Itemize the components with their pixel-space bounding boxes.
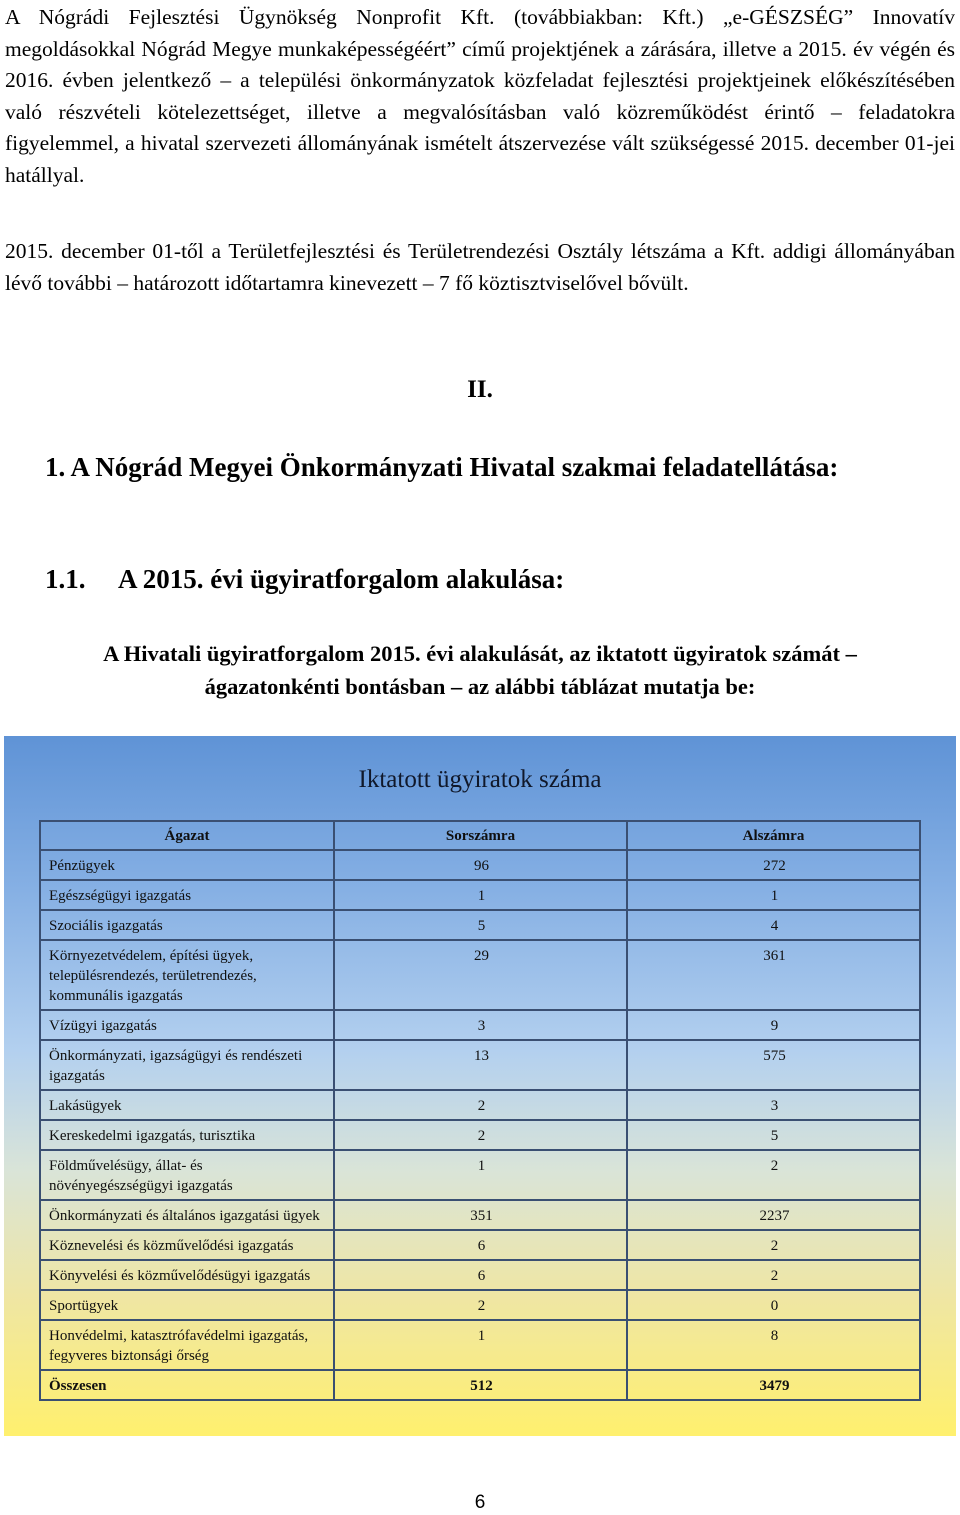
cell-main-number: 351 xyxy=(334,1200,627,1230)
cell-sub-number: 2 xyxy=(627,1230,920,1260)
heading-level-1: 1. A Nógrád Megyei Önkormányzati Hivatal szakmai feladatellátása: xyxy=(45,452,839,482)
table-row xyxy=(40,1120,920,1150)
cell-sector: Lakásügyek xyxy=(40,1090,334,1120)
cell-main-number: 6 xyxy=(334,1230,627,1260)
column-header-main-number: Sorszámra xyxy=(334,821,627,850)
cell-sector: Önkormányzati és általános igazgatási ügyek xyxy=(40,1200,334,1230)
table-total-row xyxy=(40,1370,920,1400)
cell-main-number: 2 xyxy=(334,1120,627,1150)
cell-sector: Köznevelési és közművelődési igazgatás xyxy=(40,1230,334,1260)
cell-sector: Honvédelmi, katasztrófavédelmi igazgatás, fegyveres biztonsági őrség xyxy=(40,1320,334,1370)
table-row xyxy=(40,1010,920,1040)
cell-main-number: 1 xyxy=(334,880,627,910)
registry-table xyxy=(39,820,921,1401)
cell-sector: Könyvelési és közművelődésügyi igazgatás xyxy=(40,1260,334,1290)
cell-main-number: 1 xyxy=(334,1320,627,1370)
table-row xyxy=(40,1230,920,1260)
heading-level-2-text: A 2015. évi ügyiratforgalom alakulása: xyxy=(118,564,565,594)
section-numeral: II. xyxy=(467,376,493,403)
table-intro-text: A Hivatali ügyiratforgalom 2015. évi alakulását, az iktatott ügyiratok számát – ágazatonkénti bontásban – az alábbi táblázat mutatja be: xyxy=(103,641,857,699)
table-row xyxy=(40,880,920,910)
total-cell-sector: Összesen xyxy=(40,1370,334,1400)
cell-sub-number: 9 xyxy=(627,1010,920,1040)
table-header-row xyxy=(40,821,920,850)
cell-sub-number: 272 xyxy=(627,850,920,880)
registry-table-panel xyxy=(4,736,956,1436)
cell-sector: Sportügyek xyxy=(40,1290,334,1320)
cell-sector: Földművelésügy, állat- és növényegészségügyi igazgatás xyxy=(40,1150,334,1200)
intro-paragraph-1: A Nógrádi Fejlesztési Ügynökség Nonprofit Kft. (továbbiakban: Kft.) „e-GÉSZSÉG” Innovatív megoldásokkal Nógrád Megye munkaképességéért” című projektjének a zárására, illetve a 2015. év végén és 2016. évben jelentkező – a települési önkormányzatok közfeladat fejlesztési projektjeinek előkészítésében való részvételi kötelezettséget, illetve a megvalósításban való közreműködést érintő – feladatokra figyelemmel, a hivatal szervezeti állományának ismételt átszervezése vált szükségessé 2015. december 01-jei hatállyal. xyxy=(5,5,955,187)
column-header-sub-number: Alszámra xyxy=(627,821,920,850)
cell-sub-number: 361 xyxy=(627,940,920,1010)
table-body xyxy=(40,850,920,1400)
cell-sector: Pénzügyek xyxy=(40,850,334,880)
cell-sub-number: 1 xyxy=(627,880,920,910)
cell-sub-number: 8 xyxy=(627,1320,920,1370)
table-row xyxy=(40,1040,920,1090)
cell-sub-number: 2 xyxy=(627,1260,920,1290)
table-row xyxy=(40,940,920,1010)
cell-sector: Vízügyi igazgatás xyxy=(40,1010,334,1040)
table-row xyxy=(40,1290,920,1320)
cell-sector: Önkormányzati, igazságügyi és rendészeti igazgatás xyxy=(40,1040,334,1090)
table-row xyxy=(40,910,920,940)
table-row xyxy=(40,1260,920,1290)
table-row xyxy=(40,1320,920,1370)
cell-main-number: 3 xyxy=(334,1010,627,1040)
table-row xyxy=(40,1150,920,1200)
total-cell-sub-number: 3479 xyxy=(627,1370,920,1400)
cell-sector: Kereskedelmi igazgatás, turisztika xyxy=(40,1120,334,1150)
cell-main-number: 29 xyxy=(334,940,627,1010)
column-header-sector: Ágazat xyxy=(40,821,334,850)
table-title: Iktatott ügyiratok száma xyxy=(358,766,602,793)
cell-sector: Egészségügyi igazgatás xyxy=(40,880,334,910)
cell-main-number: 2 xyxy=(334,1290,627,1320)
table-row xyxy=(40,850,920,880)
cell-main-number: 96 xyxy=(334,850,627,880)
total-cell-main-number: 512 xyxy=(334,1370,627,1400)
cell-main-number: 1 xyxy=(334,1150,627,1200)
page-number: 6 xyxy=(474,1492,486,1513)
cell-sub-number: 575 xyxy=(627,1040,920,1090)
table-row xyxy=(40,1090,920,1120)
cell-sub-number: 3 xyxy=(627,1090,920,1120)
heading-level-2 xyxy=(45,564,564,595)
cell-sub-number: 2 xyxy=(627,1150,920,1200)
cell-main-number: 5 xyxy=(334,910,627,940)
cell-main-number: 6 xyxy=(334,1260,627,1290)
cell-sector: Környezetvédelem, építési ügyek, településrendezés, területrendezés, kommunális igazgatás xyxy=(40,940,334,1010)
cell-sector: Szociális igazgatás xyxy=(40,910,334,940)
cell-sub-number: 0 xyxy=(627,1290,920,1320)
table-row xyxy=(40,1200,920,1230)
cell-main-number: 2 xyxy=(334,1090,627,1120)
heading-level-2-number: 1.1. xyxy=(45,564,86,594)
cell-main-number: 13 xyxy=(334,1040,627,1090)
cell-sub-number: 5 xyxy=(627,1120,920,1150)
cell-sub-number: 2237 xyxy=(627,1200,920,1230)
intro-paragraph-2: 2015. december 01-től a Területfejlesztési és Területrendezési Osztály létszáma a Kft. addigi állományában lévő további – határozott időtartamra kinevezett – 7 fő köztisztviselővel bővült. xyxy=(5,239,955,295)
cell-sub-number: 4 xyxy=(627,910,920,940)
